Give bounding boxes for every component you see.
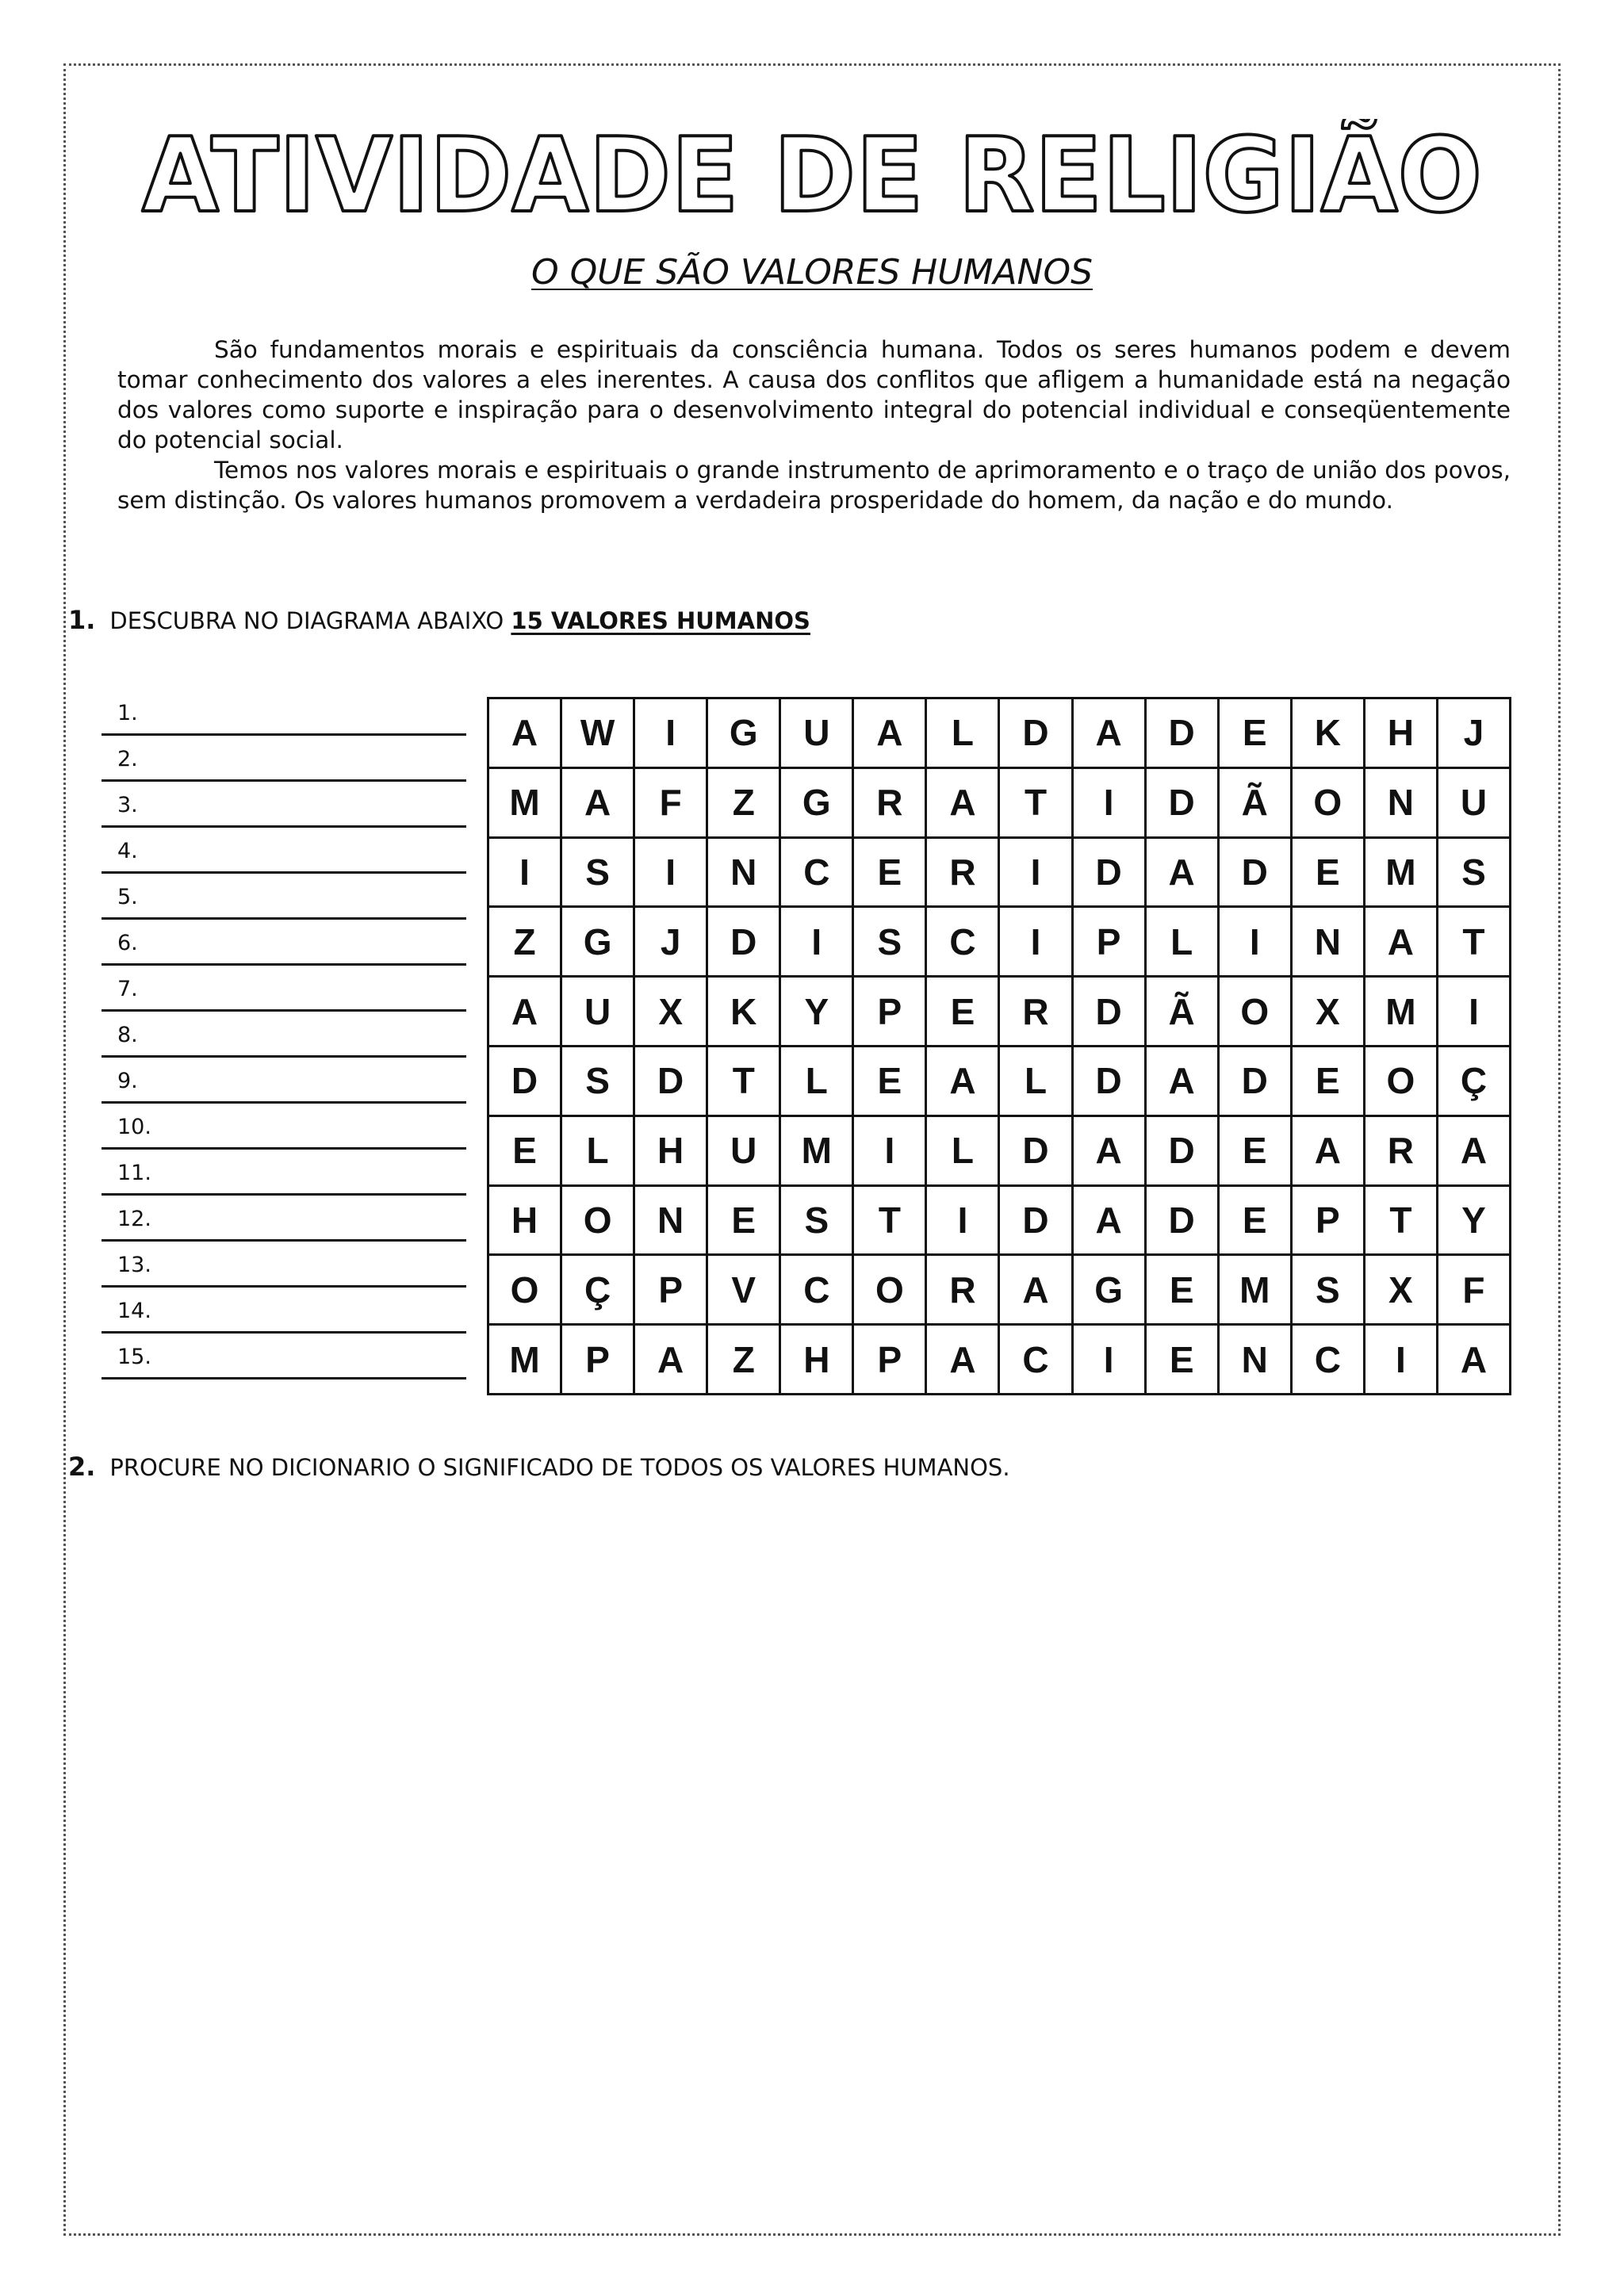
grid-cell[interactable]: I <box>781 908 854 978</box>
subtitle: O QUE SÃO VALORES HUMANOS <box>530 252 1094 293</box>
grid-cell[interactable]: A <box>562 769 635 839</box>
grid-cell[interactable]: E <box>1220 1187 1293 1257</box>
question-1-highlight: 15 VALORES HUMANOS <box>511 607 810 634</box>
grid-cell[interactable]: X <box>1365 1256 1438 1326</box>
answer-line[interactable] <box>102 1150 466 1196</box>
grid-cell[interactable]: A <box>1074 1187 1147 1257</box>
grid-cell[interactable]: P <box>562 1326 635 1395</box>
grid-cell[interactable]: E <box>1147 1326 1220 1395</box>
grid-cell[interactable]: O <box>562 1187 635 1257</box>
grid-cell[interactable]: U <box>781 699 854 769</box>
grid-cell[interactable]: G <box>708 699 781 769</box>
question-2-number: 2. <box>68 1452 96 1482</box>
answer-line-number: 9. <box>117 1069 138 1093</box>
answer-line-number: 1. <box>117 701 138 725</box>
grid-cell[interactable]: I <box>1365 1326 1438 1395</box>
grid-cell[interactable]: I <box>635 699 708 769</box>
grid-cell[interactable]: J <box>635 908 708 978</box>
paragraph-2: Temos nos valores morais e espirituais o grande instrumento de aprimoramento e o traço de união dos povos, sem distinção. Os valores humanos promovem a verdadeira prosperidade do homem, da nação e do mundo. <box>117 457 1511 514</box>
grid-cell[interactable]: A <box>635 1326 708 1395</box>
answer-line-number: 6. <box>117 931 138 955</box>
grid-cell[interactable]: G <box>781 769 854 839</box>
grid-cell[interactable]: L <box>927 699 1000 769</box>
grid-cell[interactable]: U <box>1438 769 1511 839</box>
grid-cell[interactable]: I <box>1074 1326 1147 1395</box>
grid-cell[interactable]: Ç <box>562 1256 635 1326</box>
grid-cell[interactable]: T <box>1438 908 1511 978</box>
grid-cell[interactable]: I <box>1000 908 1073 978</box>
grid-cell[interactable]: E <box>927 978 1000 1047</box>
grid-cell[interactable]: A <box>1000 1256 1073 1326</box>
answer-line-number: 12. <box>117 1207 151 1231</box>
grid-cell[interactable]: E <box>1220 1117 1293 1187</box>
grid-cell[interactable]: U <box>562 978 635 1047</box>
grid-cell[interactable]: C <box>927 908 1000 978</box>
grid-cell[interactable]: A <box>1074 699 1147 769</box>
grid-cell[interactable]: O <box>489 1256 562 1326</box>
grid-cell[interactable]: A <box>854 699 927 769</box>
answer-line[interactable] <box>102 1242 466 1288</box>
grid-cell[interactable]: M <box>1365 839 1438 909</box>
answer-line-number: 10. <box>117 1115 151 1139</box>
grid-cell[interactable]: C <box>781 1256 854 1326</box>
grid-cell[interactable]: P <box>854 978 927 1047</box>
grid-cell[interactable]: D <box>1000 699 1073 769</box>
grid-cell[interactable]: E <box>1220 699 1293 769</box>
question-1-text: DESCUBRA NO DIAGRAMA ABAIXO <box>109 607 504 634</box>
answer-line[interactable] <box>102 874 466 920</box>
grid-cell[interactable]: O <box>1293 769 1365 839</box>
question-2 <box>68 1452 1010 1482</box>
grid-cell[interactable]: M <box>489 769 562 839</box>
answer-line[interactable] <box>102 1334 466 1380</box>
grid-cell[interactable]: T <box>1000 769 1073 839</box>
grid-cell[interactable]: D <box>1220 1047 1293 1117</box>
grid-cell[interactable]: C <box>1000 1326 1073 1395</box>
grid-cell[interactable]: I <box>854 1117 927 1187</box>
answer-line[interactable] <box>102 1012 466 1058</box>
grid-cell[interactable]: A <box>1365 908 1438 978</box>
grid-cell[interactable]: I <box>1000 839 1073 909</box>
grid-cell[interactable]: I <box>1438 978 1511 1047</box>
answer-line[interactable] <box>102 920 466 966</box>
grid-cell[interactable]: S <box>781 1187 854 1257</box>
grid-cell[interactable]: S <box>1438 839 1511 909</box>
answer-line-number: 7. <box>117 977 138 1001</box>
answer-line[interactable] <box>102 736 466 782</box>
grid-cell[interactable]: Y <box>781 978 854 1047</box>
grid-cell[interactable]: E <box>854 1047 927 1117</box>
grid-cell[interactable]: L <box>1147 908 1220 978</box>
grid-cell[interactable]: O <box>854 1256 927 1326</box>
grid-cell[interactable]: T <box>708 1047 781 1117</box>
question-2-text: PROCURE NO DICIONARIO O SIGNIFICADO DE TODOS OS VALORES HUMANOS. <box>109 1454 1010 1481</box>
grid-cell[interactable]: E <box>1147 1256 1220 1326</box>
grid-cell[interactable]: D <box>1147 1187 1220 1257</box>
grid-cell[interactable]: H <box>781 1326 854 1395</box>
grid-cell[interactable]: D <box>1147 699 1220 769</box>
grid-cell[interactable]: P <box>854 1326 927 1395</box>
grid-cell[interactable]: C <box>781 839 854 909</box>
grid-cell[interactable]: Z <box>489 908 562 978</box>
grid-cell[interactable]: W <box>562 699 635 769</box>
grid-cell[interactable]: A <box>489 699 562 769</box>
grid-cell[interactable]: X <box>635 978 708 1047</box>
grid-cell[interactable]: A <box>1293 1117 1365 1187</box>
grid-cell[interactable]: T <box>1365 1187 1438 1257</box>
grid-cell[interactable]: P <box>1293 1187 1365 1257</box>
grid-cell[interactable]: N <box>708 839 781 909</box>
grid-cell[interactable]: L <box>562 1117 635 1187</box>
grid-cell[interactable]: A <box>927 769 1000 839</box>
grid-cell[interactable]: E <box>854 839 927 909</box>
grid-cell[interactable]: T <box>854 1187 927 1257</box>
grid-cell[interactable]: L <box>1000 1047 1073 1117</box>
grid-cell[interactable]: I <box>927 1187 1000 1257</box>
answer-line-number: 3. <box>117 793 138 817</box>
answer-line[interactable] <box>102 782 466 828</box>
answer-lines <box>102 690 466 1380</box>
grid-cell[interactable]: E <box>1293 1047 1365 1117</box>
grid-cell[interactable]: H <box>1365 699 1438 769</box>
grid-cell[interactable]: D <box>1147 769 1220 839</box>
grid-cell[interactable]: C <box>1293 1326 1365 1395</box>
grid-cell[interactable]: A <box>489 978 562 1047</box>
grid-cell[interactable]: Z <box>708 769 781 839</box>
grid-cell[interactable]: N <box>1365 769 1438 839</box>
grid-cell[interactable]: L <box>781 1047 854 1117</box>
grid-cell[interactable]: D <box>1000 1117 1073 1187</box>
grid-cell[interactable]: R <box>854 769 927 839</box>
grid-cell[interactable]: G <box>562 908 635 978</box>
grid-cell[interactable]: H <box>635 1117 708 1187</box>
grid-cell[interactable]: E <box>489 1117 562 1187</box>
answer-line[interactable] <box>102 1196 466 1242</box>
question-1-number: 1. <box>68 605 96 635</box>
grid-cell[interactable]: N <box>1293 908 1365 978</box>
grid-cell[interactable]: V <box>708 1256 781 1326</box>
grid-cell[interactable]: S <box>854 908 927 978</box>
grid-cell[interactable]: O <box>1220 978 1293 1047</box>
answer-line-number: 14. <box>117 1299 151 1323</box>
grid-cell[interactable]: D <box>489 1047 562 1117</box>
answer-line[interactable] <box>102 1058 466 1104</box>
grid-cell[interactable]: I <box>1220 908 1293 978</box>
grid-cell[interactable]: L <box>927 1117 1000 1187</box>
answer-line[interactable] <box>102 966 466 1012</box>
grid-cell[interactable]: F <box>1438 1256 1511 1326</box>
answer-line[interactable] <box>102 1104 466 1150</box>
grid-cell[interactable]: S <box>1293 1256 1365 1326</box>
grid-cell[interactable]: P <box>1074 908 1147 978</box>
grid-cell[interactable]: R <box>1000 978 1073 1047</box>
grid-cell[interactable]: O <box>1365 1047 1438 1117</box>
grid-cell[interactable]: D <box>1074 978 1147 1047</box>
grid-cell[interactable]: Y <box>1438 1187 1511 1257</box>
grid-cell[interactable]: A <box>1438 1326 1511 1395</box>
grid-cell[interactable]: N <box>1220 1326 1293 1395</box>
answer-line-number: 5. <box>117 885 138 909</box>
grid-cell[interactable]: I <box>1074 769 1147 839</box>
grid-cell[interactable]: D <box>1074 1047 1147 1117</box>
grid-cell[interactable]: U <box>708 1117 781 1187</box>
grid-cell[interactable]: Ã <box>1220 769 1293 839</box>
grid-cell[interactable]: A <box>1147 1047 1220 1117</box>
answer-line[interactable] <box>102 690 466 736</box>
grid-cell[interactable]: R <box>927 1256 1000 1326</box>
grid-cell[interactable]: N <box>635 1187 708 1257</box>
grid-cell[interactable]: P <box>635 1256 708 1326</box>
answer-line[interactable] <box>102 1288 466 1334</box>
answer-line-number: 8. <box>117 1023 138 1047</box>
paragraph-1: São fundamentos morais e espirituais da consciência humana. Todos os seres humanos podem e devem tomar conhecimento dos valores a eles inerentes. A causa dos conflitos que afligem a humanidade está na negação dos valores como suporte e inspiração para o desenvolvimento integral do potencial individual e conseqüentemente do potencial social. <box>117 336 1511 453</box>
answer-line-number: 2. <box>117 747 138 771</box>
answer-line-number: 15. <box>117 1345 151 1369</box>
answer-line[interactable] <box>102 828 466 874</box>
grid-cell[interactable]: J <box>1438 699 1511 769</box>
grid-cell[interactable]: Ã <box>1147 978 1220 1047</box>
grid-cell[interactable]: S <box>562 839 635 909</box>
grid-cell[interactable]: K <box>708 978 781 1047</box>
grid-cell[interactable]: Z <box>708 1326 781 1395</box>
answer-line-number: 4. <box>117 839 138 863</box>
grid-cell[interactable]: A <box>1147 839 1220 909</box>
grid-cell[interactable]: I <box>635 839 708 909</box>
grid-cell[interactable]: K <box>1293 699 1365 769</box>
grid-cell[interactable]: M <box>489 1326 562 1395</box>
grid-cell[interactable]: E <box>708 1187 781 1257</box>
grid-cell[interactable]: A <box>927 1047 1000 1117</box>
question-1 <box>68 605 810 635</box>
grid-cell[interactable]: D <box>1220 839 1293 909</box>
grid-cell[interactable]: Ç <box>1438 1047 1511 1117</box>
grid-cell[interactable]: D <box>1147 1117 1220 1187</box>
grid-cell[interactable]: D <box>635 1047 708 1117</box>
grid-cell[interactable]: H <box>489 1187 562 1257</box>
grid-cell[interactable]: M <box>1220 1256 1293 1326</box>
grid-cell[interactable]: D <box>708 908 781 978</box>
intro-text <box>117 335 1511 515</box>
grid-cell[interactable]: G <box>1074 1256 1147 1326</box>
grid-cell[interactable]: F <box>635 769 708 839</box>
answer-line-number: 13. <box>117 1253 151 1277</box>
grid-cell[interactable]: I <box>489 839 562 909</box>
grid-cell[interactable]: E <box>1293 839 1365 909</box>
grid-cell[interactable]: X <box>1293 978 1365 1047</box>
main-title <box>63 119 1561 238</box>
grid-cell[interactable]: S <box>562 1047 635 1117</box>
main-title-text: ATIVIDADE DE RELIGIÃO <box>142 119 1482 235</box>
grid-cell[interactable]: D <box>1074 839 1147 909</box>
grid-cell[interactable]: R <box>927 839 1000 909</box>
grid-cell[interactable]: R <box>1365 1117 1438 1187</box>
grid-cell[interactable]: M <box>1365 978 1438 1047</box>
word-search-grid <box>487 697 1511 1395</box>
answer-line-number: 11. <box>117 1161 151 1185</box>
grid-cell[interactable]: A <box>1074 1117 1147 1187</box>
grid-cell[interactable]: A <box>1438 1117 1511 1187</box>
grid-cell[interactable]: M <box>781 1117 854 1187</box>
grid-cell[interactable]: A <box>927 1326 1000 1395</box>
grid-cell[interactable]: D <box>1000 1187 1073 1257</box>
